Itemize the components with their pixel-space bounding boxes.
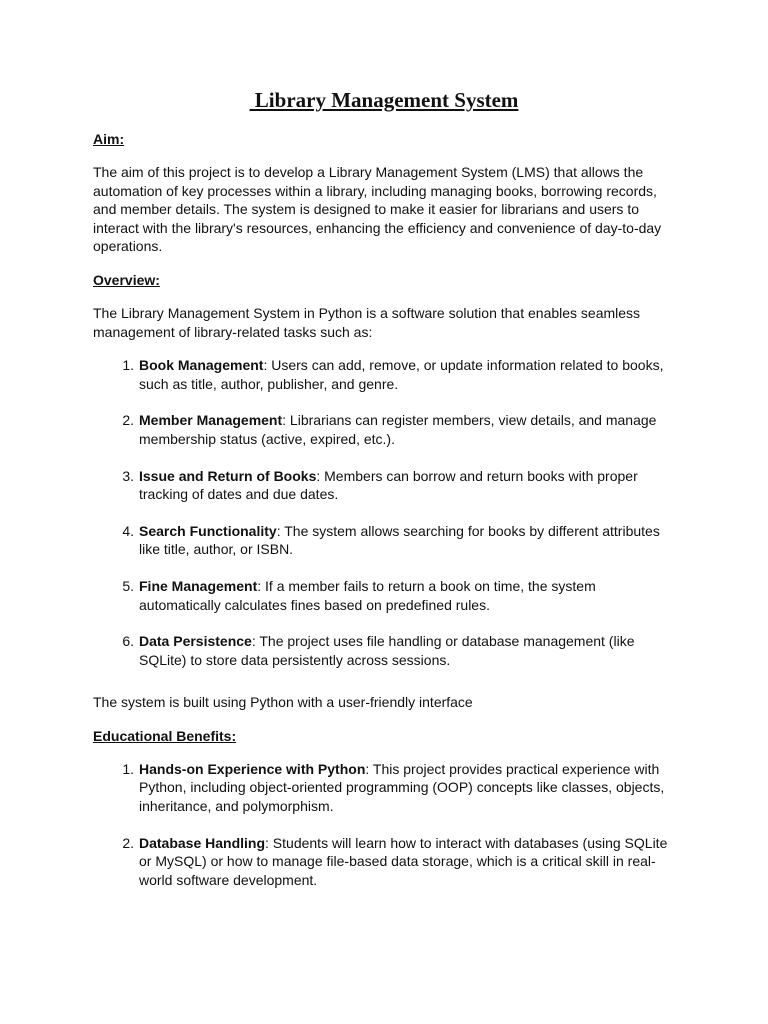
list-item-text: : This project provides practical experience with Python, including object-oriented programming (OOP) concepts like classes, objects, inheritance, and polymorphism. (139, 760, 665, 815)
list-item-number: 1. (122, 357, 134, 374)
overview-intro: The Library Management System in Python is a software solution that enables seamless management of library-related tasks such as: (93, 304, 641, 340)
list-item (93, 356, 675, 393)
list-item-text: : Users can add, remove, or update information related to books, such as title, author, publisher, and genre. (139, 357, 664, 392)
list-item-text: : Members can borrow and return books with proper tracking of dates and due dates. (139, 467, 638, 503)
list-item-term: Hands-on Experience with Python (139, 760, 366, 777)
list-item-term: Issue and Return of Books (139, 467, 317, 484)
list-item-term: Database Handling (139, 834, 266, 851)
overview-feature-list (93, 356, 675, 669)
list-item-term: Data Persistence (139, 633, 252, 650)
list-item-number: 3. (122, 467, 134, 484)
list-item-number: 2. (122, 412, 134, 429)
list-item (93, 411, 675, 448)
benefits-heading: Educational Benefits: (93, 727, 237, 744)
list-item-term: Member Management (139, 412, 283, 429)
list-item-number: 4. (122, 522, 134, 539)
list-item-number: 6. (122, 633, 134, 650)
list-item (93, 834, 675, 890)
list-item (93, 760, 675, 816)
overview-closing: The system is built using Python with a user-friendly interface (93, 694, 473, 711)
list-item-text: : The system allows searching for books by different attributes like title, author, or ISBN. (139, 522, 660, 558)
aim-heading: Aim: (93, 131, 125, 147)
list-item-number: 5. (122, 577, 134, 594)
list-item (93, 522, 675, 559)
document-page (93, 86, 675, 907)
list-item-number: 2. (122, 834, 134, 851)
list-item (93, 632, 675, 669)
list-item-term: Fine Management (139, 577, 258, 594)
document-title: Library Management System (249, 88, 519, 112)
overview-heading: Overview: (93, 271, 160, 288)
list-item-text: : If a member fails to return a book on time, the system automatically calculates fines based on predefined rules. (139, 577, 596, 613)
list-item (93, 577, 675, 614)
benefits-list (93, 760, 675, 890)
aim-paragraph: The aim of this project is to develop a Library Management System (LMS) that allows the automation of key processes within a library, including managing books, borrowing records, and member details. The system is designed to make it easier for librarians and users to interact with the library's resources, enhancing the efficiency and convenience of day-to-day operations. (93, 164, 662, 255)
list-item-text: : Librarians can register members, view details, and manage membership status (active, expired, etc.). (139, 412, 657, 447)
list-item (93, 467, 675, 504)
list-item-number: 1. (122, 760, 134, 777)
list-item-text: : The project uses file handling or database management (like SQLite) to store data persistently across sessions. (139, 633, 635, 668)
list-item-term: Book Management (139, 357, 264, 374)
list-item-term: Search Functionality (139, 522, 277, 539)
list-item-text: : Students will learn how to interact with databases (using SQLite or MySQL) or how to manage file-based data storage, which is a critical skill in real-world software development. (139, 834, 668, 888)
